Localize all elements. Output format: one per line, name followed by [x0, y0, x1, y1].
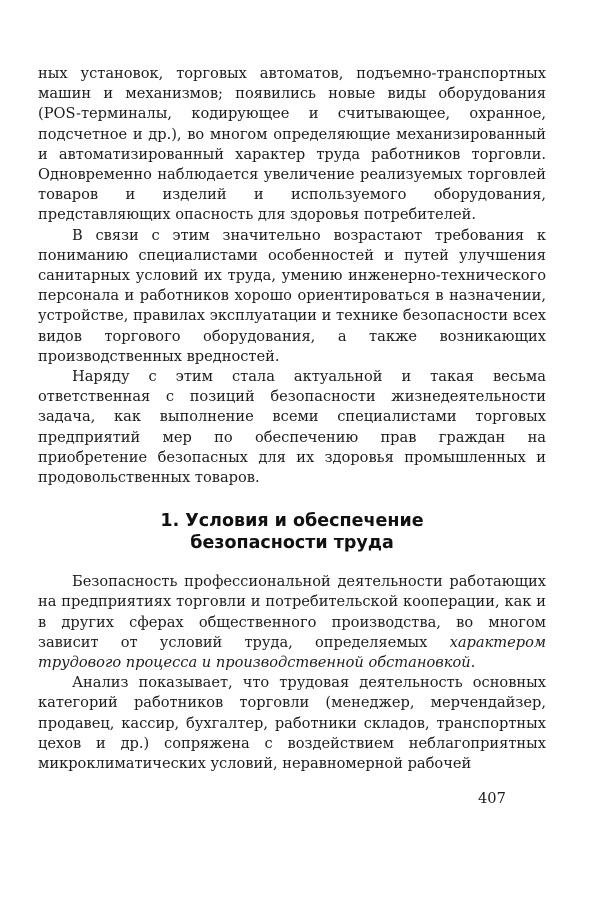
section-heading-line-2: безопасности труда — [190, 533, 394, 554]
paragraph-5: Анализ показывает, что трудовая деятельность основных категорий работников торговли (менеджер, мерчендайзер, продавец, кассир, бухгалтер, работники складов, транспортных цехов и др.) сопряжена с воздействием неблагоприятных микроклиматических условий, неравномерной рабочей — [38, 674, 546, 773]
paragraph-2: В связи с этим значительно возрастают требования к пониманию специалистами особенностей и путей улучшения санитарных условий их труда, умению инженерно-технического персонала и работников хорошо ориентироваться в назначении, устройстве, правилах эксплуатации и технике безопасности всех видов торгового оборудования, а также возникающих производственных вредностей. — [38, 226, 546, 365]
paragraph-4-italic: характером трудового процесса и производственной обстановкой — [38, 633, 546, 672]
paragraph-3: Наряду с этим стала актуальной и такая весьма ответственная с позиций безопасности жизнедеятельности задача, как выполнение всеми специалистами торговых предприятий мер по обеспечению прав граждан на приобретение безопасных для их здоровья промышленных и продовольственных товаров. — [38, 368, 546, 487]
paragraph-4-end: . — [470, 654, 476, 672]
paragraph-4 — [38, 572, 546, 673]
section-heading-line-1: 1. Условия и обеспечение — [160, 511, 424, 532]
paragraph-4-text: Безопасность профессиональной деятельности работающих на предприятиях торговли и потребительской кооперации, как и в других сферах общественного производства, во многом зависит от условий труда, определяемых — [38, 573, 546, 651]
paragraph-1: ных установок, торговых автоматов, подъемно-транспортных машин и механизмов; появились новые виды оборудования (POS-терминалы, кодирующее и считывающее, охранное, подсчетное и др.), во многом определяющие механизированный и автоматизированный характер труда работников торговли. Одновременно наблюдается увеличение реализуемых торговлей товаров и изделий и используемого оборудования, представляющих опасность для здоровья потребителей. — [38, 65, 546, 224]
page-body — [38, 64, 546, 774]
page-number: 407 — [478, 790, 506, 807]
section-heading — [38, 510, 546, 554]
